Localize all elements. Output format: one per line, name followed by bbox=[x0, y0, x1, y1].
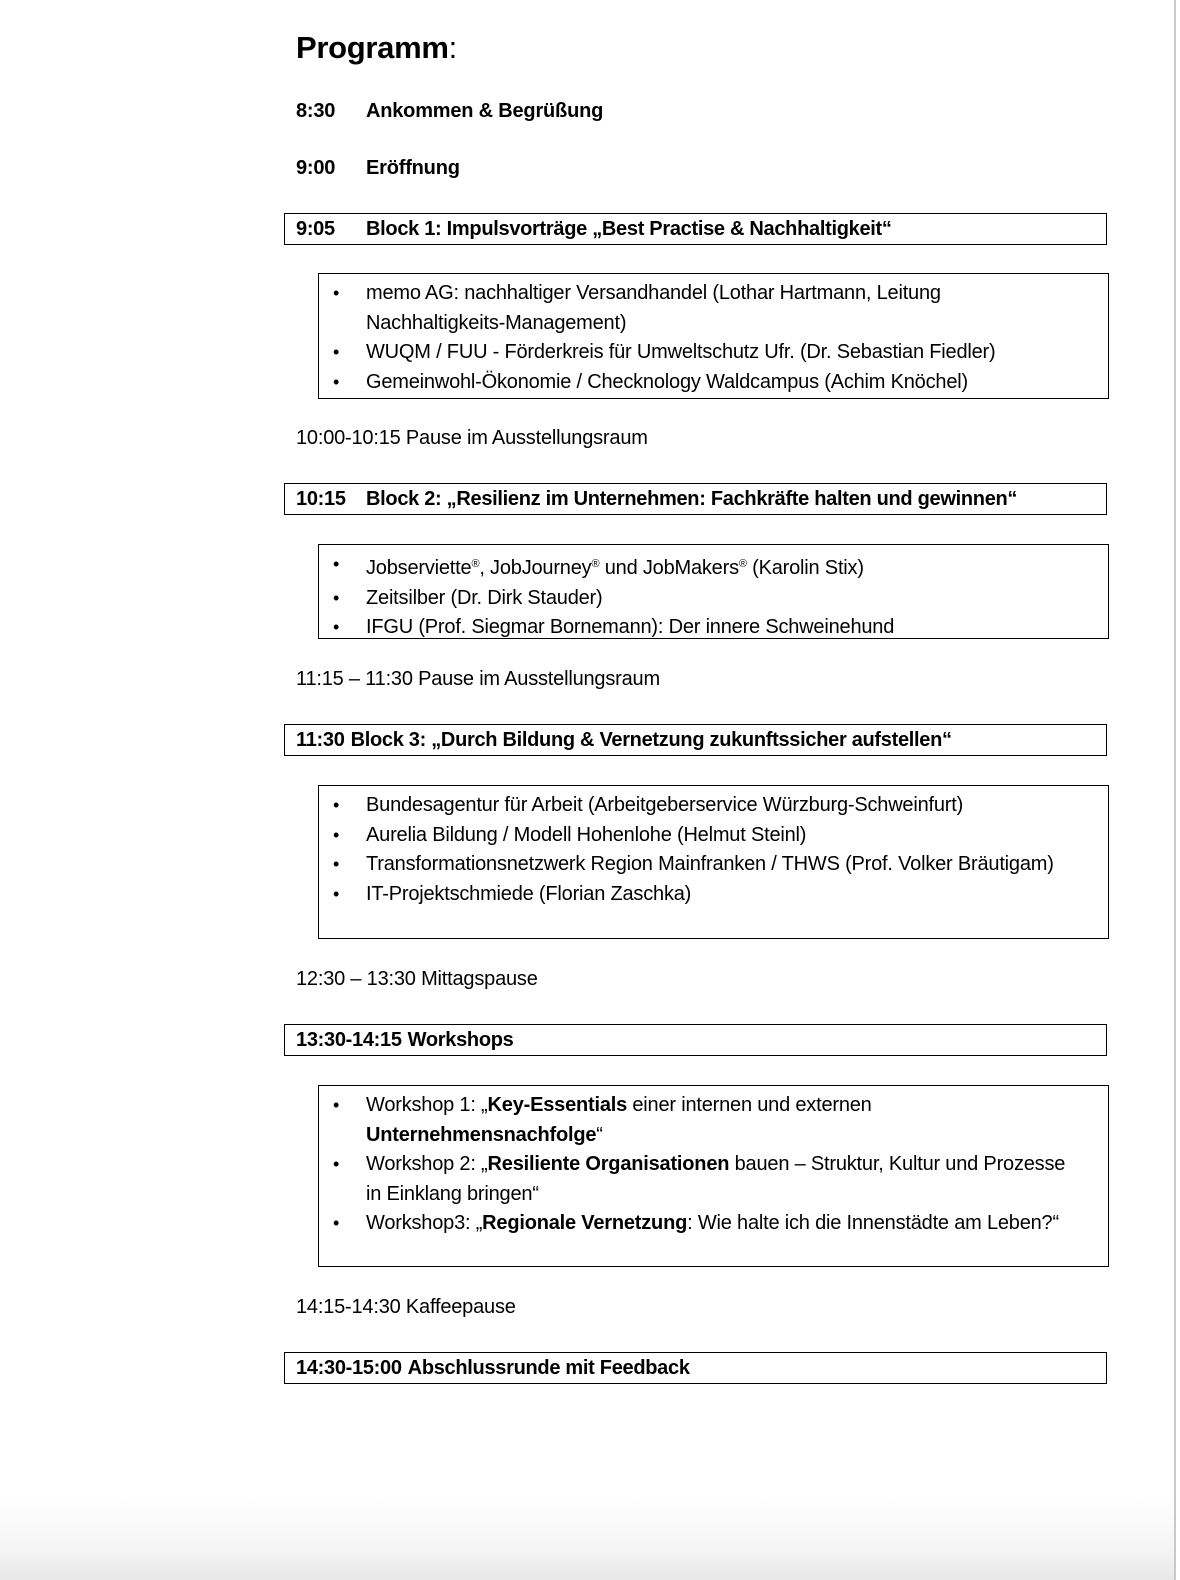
agenda-label: Eröffnung bbox=[366, 157, 460, 179]
agenda-label: Ankommen & Begrüßung bbox=[366, 100, 604, 122]
list-item bbox=[319, 368, 1108, 398]
closing-header bbox=[284, 1352, 1107, 1384]
list-item bbox=[319, 880, 1108, 910]
bullet-icon: • bbox=[332, 342, 340, 362]
list-item bbox=[319, 550, 1108, 584]
workshops-list bbox=[318, 1085, 1109, 1267]
block-time: 10:15 bbox=[296, 488, 346, 510]
pause-row: 12:30 – 13:30 Mittagspause bbox=[296, 968, 538, 990]
bullet-icon: • bbox=[332, 854, 340, 874]
list-item-text: Bundesagentur für Arbeit (Arbeitgeberservice Würzburg-Schweinfurt) bbox=[366, 794, 964, 816]
list-item bbox=[319, 1209, 1108, 1239]
bullet-icon: • bbox=[332, 554, 340, 574]
list-item-text: memo AG: nachhaltiger Versandhandel (Lothar Hartmann, Leitung Nachhaltigkeits-Management) bbox=[366, 282, 941, 334]
registered-mark: ® bbox=[471, 558, 480, 570]
bullet-icon: • bbox=[332, 617, 340, 637]
list-item-text: Zeitsilber (Dr. Dirk Stauder) bbox=[366, 586, 603, 609]
block-title: Block 2: „Resilienz im Unternehmen: Fachkräfte halten und gewinnen“ bbox=[366, 488, 1018, 510]
page-title: Programm: bbox=[296, 30, 457, 65]
list-item-text: IT-Projektschmiede (Florian Zaschka) bbox=[366, 882, 692, 905]
bullet-icon: • bbox=[332, 283, 340, 303]
list-item-text: IFGU (Prof. Siegmar Bornemann): Der innere Schweinehund bbox=[366, 616, 895, 638]
bullet-icon: • bbox=[332, 883, 340, 904]
pause-row: 14:15-14:30 Kaffeepause bbox=[296, 1296, 516, 1318]
agenda-row-arrival bbox=[296, 100, 603, 123]
agenda-time: 9:00 bbox=[296, 157, 336, 179]
block-title: Workshops bbox=[407, 1029, 514, 1051]
bullet-icon: • bbox=[332, 1213, 340, 1233]
bullet-icon: • bbox=[332, 371, 340, 392]
bullet-icon: • bbox=[332, 587, 340, 608]
list-item bbox=[319, 850, 1108, 880]
list-item bbox=[319, 1091, 1108, 1150]
block-3-header bbox=[284, 724, 1107, 756]
page-edge-divider bbox=[1174, 0, 1176, 1580]
block-time: 13:30-14:15 bbox=[296, 1029, 402, 1051]
list-item-text: Workshop 2: „Resiliente Organisationen bauen – Struktur, Kultur und Prozesse in Einklang bringen“ bbox=[366, 1153, 1066, 1205]
list-item-text: Aurelia Bildung / Modell Hohenlohe (Helmut Steinl) bbox=[366, 823, 807, 846]
block-time: 9:05 bbox=[296, 218, 335, 240]
pause-row: 10:00-10:15 Pause im Ausstellungsraum bbox=[296, 427, 648, 449]
list-item bbox=[319, 584, 1108, 614]
list-item-text: Workshop 1: „Key-Essentials einer internen und externen Unternehmensnachfolge“ bbox=[366, 1094, 872, 1146]
bullet-icon: • bbox=[332, 1095, 340, 1115]
list-item bbox=[319, 821, 1108, 851]
block-2-header bbox=[284, 483, 1107, 515]
list-item-text: Workshop3: „Regionale Vernetzung: Wie halte ich die Innenstädte am Leben?“ bbox=[366, 1212, 1059, 1234]
list-item bbox=[319, 791, 1108, 821]
list-item bbox=[319, 1150, 1108, 1209]
block-title: Block 1: Impulsvorträge „Best Practise & Nachhaltigkeit“ bbox=[366, 218, 892, 240]
agenda-time: 8:30 bbox=[296, 100, 336, 122]
block-title: Abschlussrunde mit Feedback bbox=[407, 1357, 690, 1379]
list-item-text: WUQM / FUU - Förderkreis für Umweltschutz Ufr. (Dr. Sebastian Fiedler) bbox=[366, 341, 996, 363]
registered-mark: ® bbox=[591, 558, 600, 570]
bullet-icon: • bbox=[332, 1154, 340, 1174]
block-2-speaker-list bbox=[318, 544, 1109, 639]
list-item-text: Gemeinwohl-Ökonomie / Checknology Waldcampus (Achim Knöchel) bbox=[366, 370, 968, 393]
block-1-header bbox=[284, 213, 1107, 245]
bullet-icon: • bbox=[332, 795, 340, 815]
block-3-speaker-list bbox=[318, 785, 1109, 939]
block-title: Block 3: „Durch Bildung & Vernetzung zukunftssicher aufstellen“ bbox=[350, 729, 952, 751]
registered-mark: ® bbox=[738, 558, 747, 570]
block-time: 14:30-15:00 bbox=[296, 1357, 402, 1379]
pause-row: 11:15 – 11:30 Pause im Ausstellungsraum bbox=[296, 668, 660, 690]
block-1-speaker-list bbox=[318, 273, 1109, 399]
workshops-header bbox=[284, 1024, 1107, 1056]
list-item bbox=[319, 279, 1108, 338]
bullet-icon: • bbox=[332, 824, 340, 845]
list-item-text: Transformationsnetzwerk Region Mainfranken / THWS (Prof. Volker Bräutigam) bbox=[366, 853, 1054, 875]
agenda-row-opening bbox=[296, 157, 460, 180]
list-item-text: Jobserviette®, JobJourney® und JobMakers® (Karolin Stix) bbox=[366, 557, 864, 579]
block-time: 11:30 bbox=[296, 729, 345, 751]
list-item bbox=[319, 613, 1108, 643]
list-item bbox=[319, 338, 1108, 368]
